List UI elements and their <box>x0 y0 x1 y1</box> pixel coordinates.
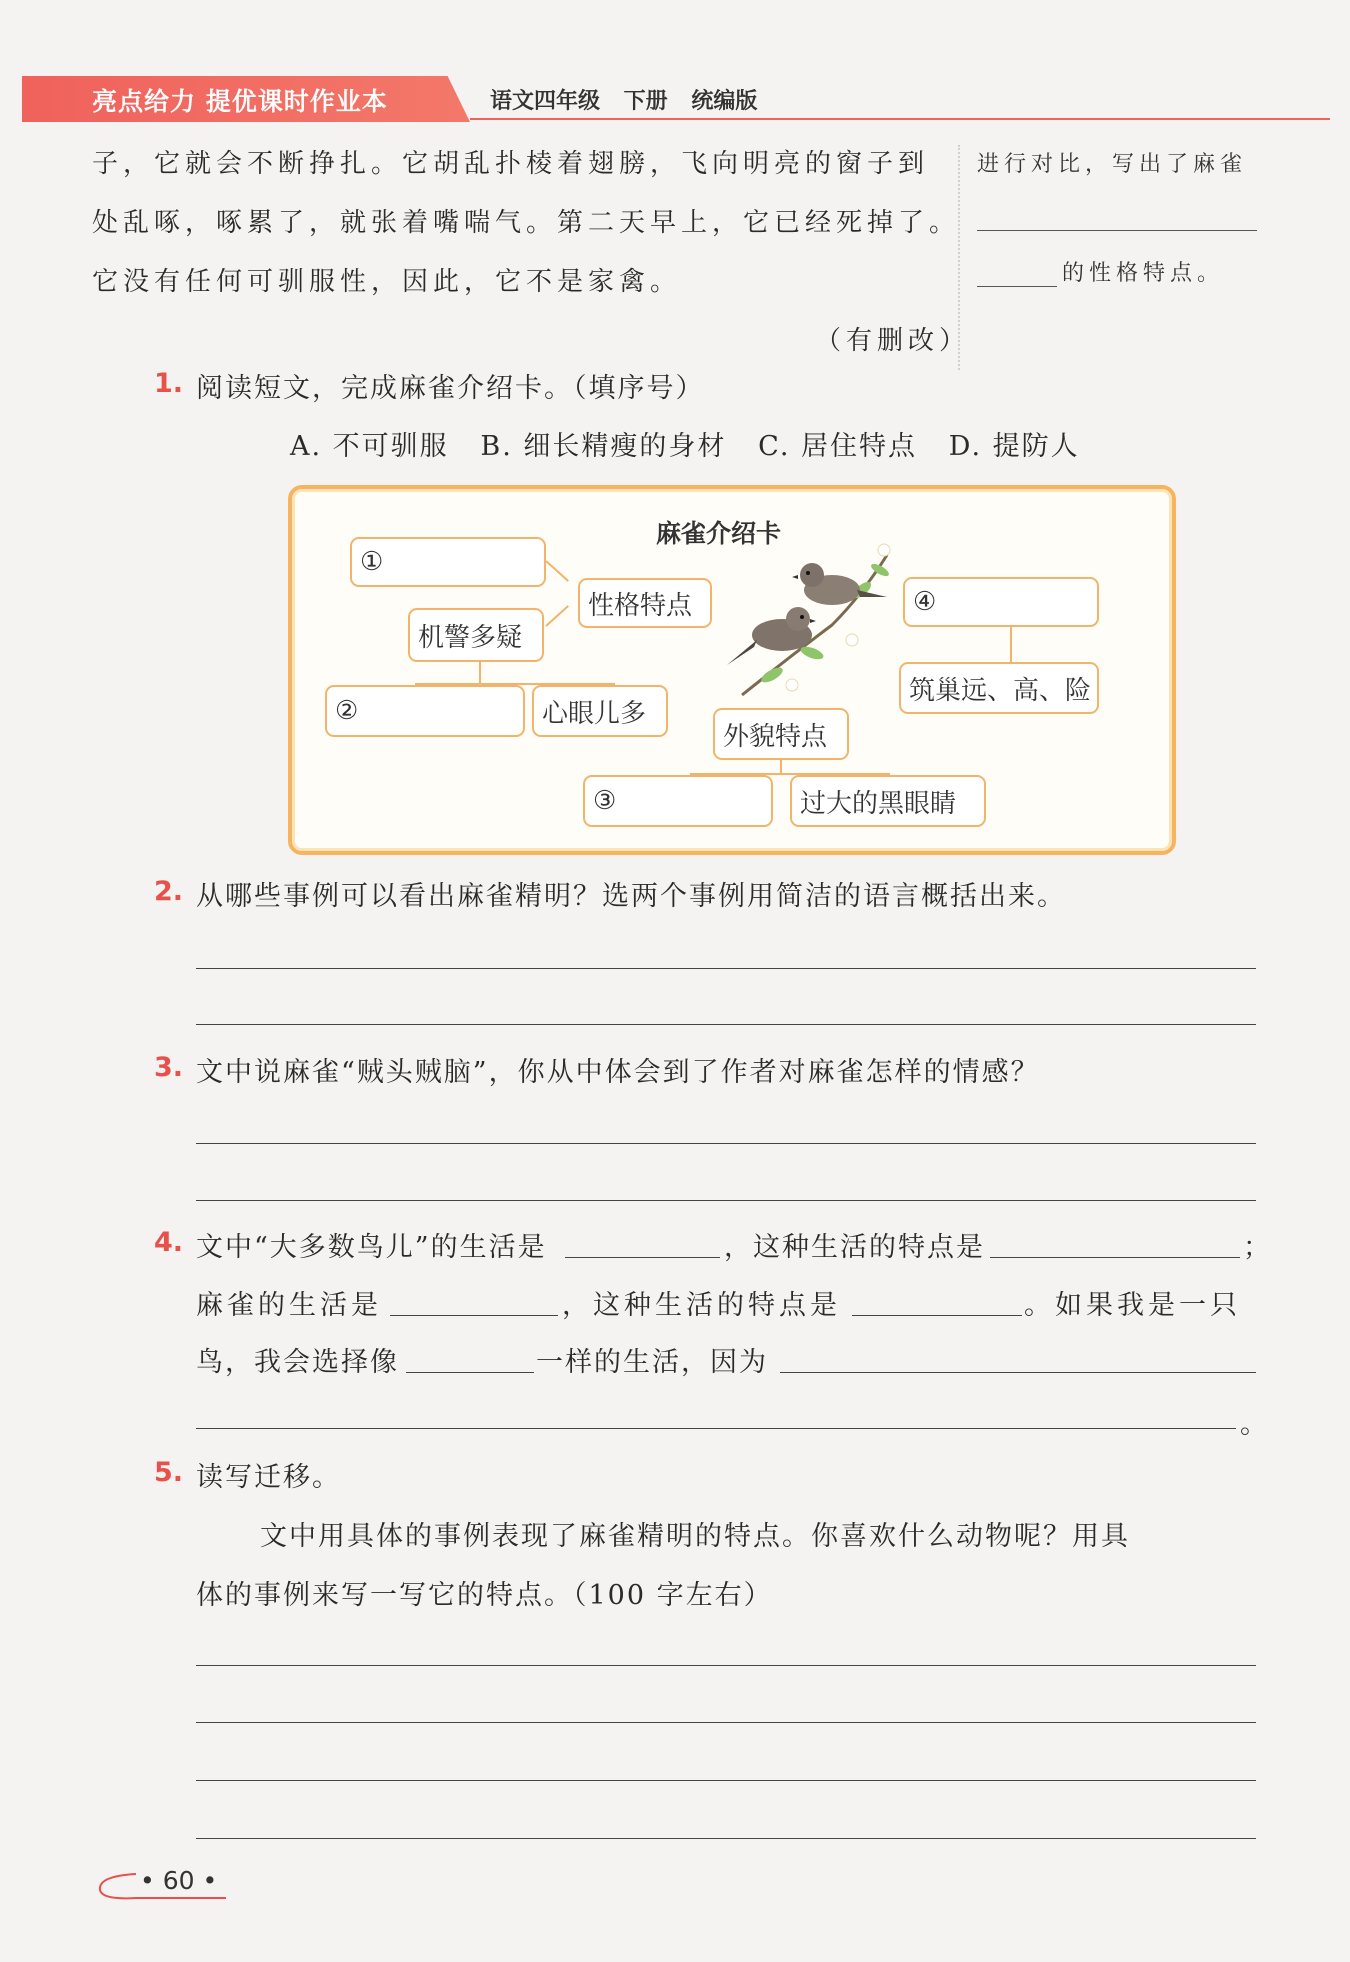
passage-line: 它没有任何可驯服性，因此，它不是家禽。 <box>92 267 682 297</box>
book-title: 亮点给力 提优课时作业本 <box>92 87 388 116</box>
side-note-line: 进行对比，写出了麻雀 <box>977 152 1248 177</box>
box-eyes: 过大的黑眼睛 <box>790 775 986 827</box>
blank-box-1[interactable]: ① <box>350 537 546 587</box>
question-text: 读写迁移。 <box>196 1462 341 1493</box>
box-nest: 筑巢远、高、险 <box>899 662 1099 714</box>
question-number: 5. <box>154 1457 184 1488</box>
blank-box-2[interactable]: ② <box>325 685 525 737</box>
question-text: 文中“大多数鸟儿”的生活是 <box>196 1232 547 1263</box>
fill-blank[interactable] <box>990 1257 1240 1258</box>
question-text: 鸟，我会选择像 <box>196 1347 399 1378</box>
question-number: 3. <box>154 1052 184 1083</box>
question-text: 阅读短文，完成麻雀介绍卡。（填序号） <box>196 373 705 404</box>
answer-line[interactable] <box>196 1200 1256 1201</box>
answer-line[interactable] <box>196 1722 1256 1723</box>
question-text: 一样的生活，因为 <box>536 1347 768 1378</box>
card-title: 麻雀介绍卡 <box>656 519 782 548</box>
box-alert: 机警多疑 <box>408 608 544 662</box>
connector <box>479 660 481 684</box>
box-personality: 性格特点 <box>578 578 712 628</box>
fill-blank[interactable] <box>852 1315 1022 1316</box>
question-text: ，这种生活的特点是 <box>562 1290 841 1321</box>
side-answer-blank[interactable] <box>977 286 1057 287</box>
book-subtitle: 语文四年级 下册 统编版 <box>490 89 758 114</box>
answer-line[interactable] <box>196 1838 1256 1839</box>
side-divider <box>958 145 960 370</box>
connector <box>780 758 782 774</box>
question-text: 文中说麻雀“贼头贼脑”，你从中体会到了作者对麻雀怎样的情感？ <box>196 1057 1040 1088</box>
box-cautious: 心眼儿多 <box>532 685 668 737</box>
blank-box-3[interactable]: ③ <box>583 775 773 827</box>
question-options: A. 不可驯服 B. 细长精瘦的身材 C. 居住特点 D. 提防人 <box>290 431 1080 462</box>
question-number: 4. <box>154 1227 184 1258</box>
answer-line[interactable] <box>196 1143 1256 1144</box>
page-number: • 60 • <box>140 1866 218 1895</box>
answer-line[interactable] <box>196 1024 1256 1025</box>
header-divider <box>470 118 1330 120</box>
source-note: （有删改） <box>815 326 971 356</box>
side-answer-line[interactable] <box>977 230 1257 231</box>
passage-line: 子，它就会不断挣扎。它胡乱扑棱着翅膀，飞向明亮的窗子到 <box>92 149 930 179</box>
question-text: ； <box>1243 1232 1272 1263</box>
question-text: 麻雀的生活是 <box>196 1290 382 1321</box>
fill-blank[interactable] <box>780 1372 1256 1373</box>
connector <box>1010 626 1012 662</box>
question-number: 1. <box>154 368 184 399</box>
question-text: 从哪些事例可以看出麻雀精明？选两个事例用简洁的语言概括出来。 <box>196 881 1066 912</box>
answer-line[interactable] <box>196 1428 1236 1429</box>
answer-line[interactable] <box>196 968 1256 969</box>
question-text: 。 <box>1240 1409 1269 1440</box>
question-text: 体的事例来写一写它的特点。（100 字左右） <box>196 1580 773 1611</box>
question-text: ，这种生活的特点是 <box>724 1232 985 1263</box>
side-note-line: 的性格特点。 <box>1062 261 1225 286</box>
question-number: 2. <box>154 876 184 907</box>
box-appearance: 外貌特点 <box>713 708 849 760</box>
passage-line: 处乱啄，啄累了，就张着嘴喘气。第二天早上，它已经死掉了。 <box>92 208 961 238</box>
fill-blank[interactable] <box>406 1372 534 1373</box>
answer-line[interactable] <box>196 1665 1256 1666</box>
answer-line[interactable] <box>196 1780 1256 1781</box>
sparrow-illustration <box>712 535 912 710</box>
fill-blank[interactable] <box>390 1315 558 1316</box>
blank-box-4[interactable]: ④ <box>903 577 1099 627</box>
question-text: 。如果我是一只 <box>1024 1290 1241 1321</box>
fill-blank[interactable] <box>565 1257 720 1258</box>
question-text: 文中用具体的事例表现了麻雀精明的特点。你喜欢什么动物呢？用具 <box>260 1521 1130 1552</box>
